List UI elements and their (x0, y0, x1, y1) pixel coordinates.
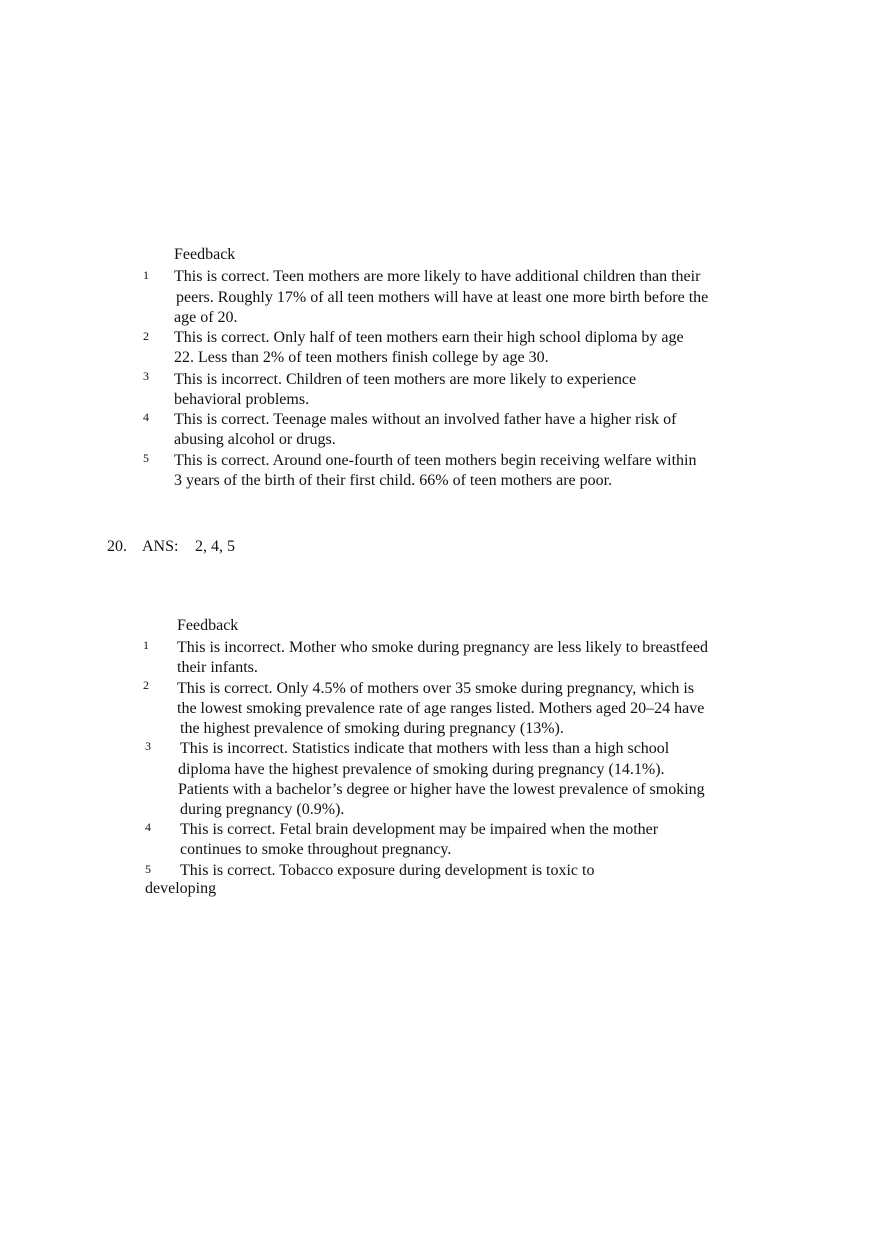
feedback-line: the highest prevalence of smoking during pregnancy (13%). (180, 720, 564, 737)
feedback-line: This is incorrect. Statistics indicate that mothers with less than a high school (180, 740, 670, 757)
feedback-line: during pregnancy (0.9%). (180, 801, 345, 818)
feedback-line: 3 years of the birth of their first child. 66% of teen mothers are poor. (174, 472, 613, 489)
item-number: 5 (143, 451, 149, 465)
feedback-line: continues to smoke throughout pregnancy. (180, 841, 452, 858)
feedback-line: This is correct. Fetal brain development may be impaired when the mother (180, 821, 659, 838)
item-number: 1 (143, 638, 149, 652)
feedback-heading-2: Feedback (177, 617, 239, 634)
item-number: 1 (143, 268, 149, 282)
feedback-line: This is correct. Around one-fourth of teen mothers begin receiving welfare within (174, 452, 697, 469)
feedback-line: their infants. (177, 659, 258, 676)
item-number: 2 (143, 329, 149, 343)
feedback-heading-1: Feedback (174, 246, 236, 263)
item-number: 5 (145, 862, 151, 876)
feedback-line: the lowest smoking prevalence rate of age ranges listed. Mothers aged 20–24 have (177, 700, 705, 717)
feedback-line: This is incorrect. Children of teen mothers are more likely to experience (174, 371, 637, 388)
item-number: 3 (145, 739, 151, 753)
feedback-line: age of 20. (174, 309, 238, 326)
feedback-line: This is incorrect. Mother who smoke during pregnancy are less likely to breastfeed (177, 639, 708, 656)
answer-label: ANS: (142, 538, 179, 555)
question-number: 20. (107, 538, 127, 555)
feedback-line: 22. Less than 2% of teen mothers finish college by age 30. (174, 349, 549, 366)
feedback-line: This is correct. Teen mothers are more likely to have additional children than their (174, 268, 701, 285)
feedback-line: Patients with a bachelor’s degree or higher have the lowest prevalence of smoking (178, 781, 705, 798)
feedback-line: diploma have the highest prevalence of smoking during pregnancy (14.1%). (178, 761, 665, 778)
feedback-line: developing (145, 880, 217, 897)
item-number: 4 (145, 820, 151, 834)
feedback-line: abusing alcohol or drugs. (174, 431, 336, 448)
feedback-line: behavioral problems. (174, 391, 310, 408)
feedback-line: This is correct. Tobacco exposure during development is toxic to (180, 862, 595, 879)
feedback-line: peers. Roughly 17% of all teen mothers will have at least one more birth before the (176, 289, 709, 306)
item-number: 4 (143, 410, 149, 424)
feedback-line: This is correct. Teenage males without an involved father have a higher risk of (174, 411, 677, 428)
item-number: 2 (143, 678, 149, 692)
item-number: 3 (143, 369, 149, 383)
feedback-line: This is correct. Only 4.5% of mothers over 35 smoke during pregnancy, which is (177, 680, 695, 697)
answer-value: 2, 4, 5 (195, 538, 235, 555)
feedback-line: This is correct. Only half of teen mothers earn their high school diploma by age (174, 329, 684, 346)
